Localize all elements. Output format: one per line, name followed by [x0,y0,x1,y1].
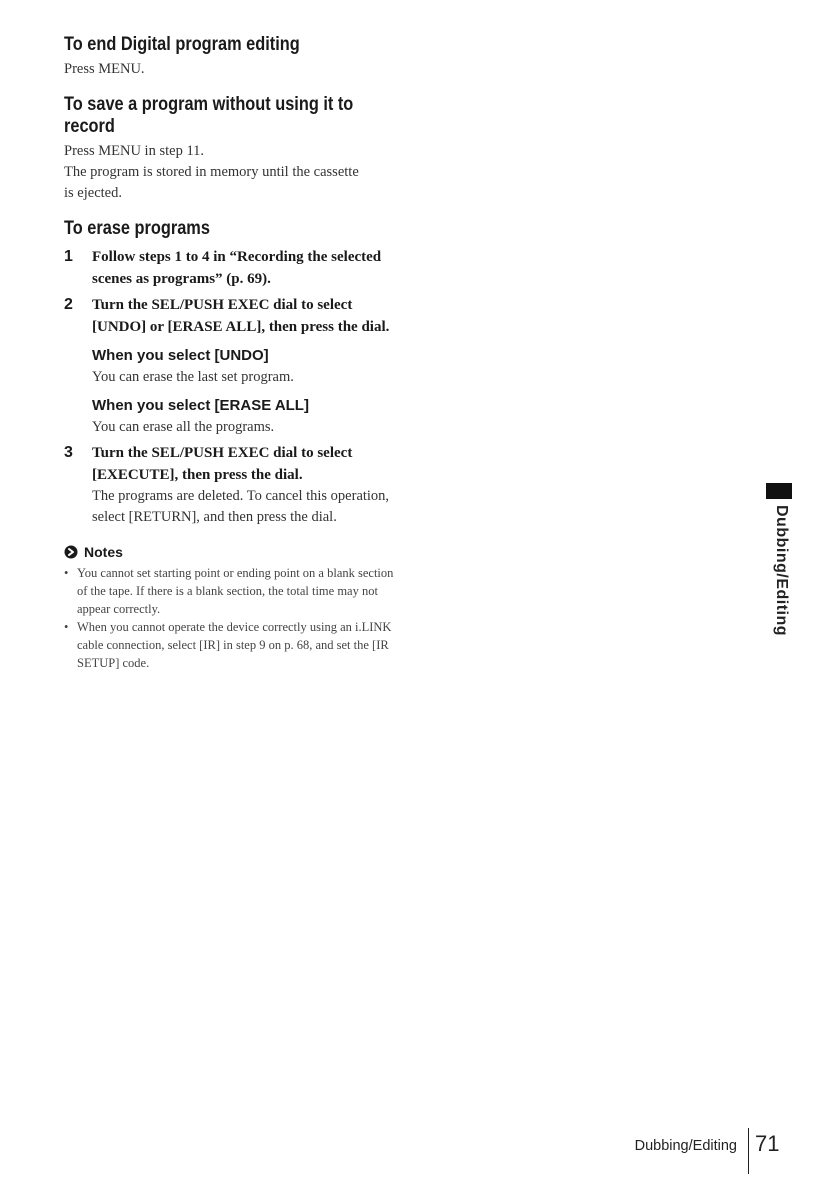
heading-erase-programs: To erase programs [64,218,210,239]
bullet-icon: • [64,566,69,580]
step-title: Turn the SEL/PUSH EXEC dial to select [EXECUTE], then press the dial. [92,445,353,483]
text-save-program: Press MENU in step 11. [64,143,205,159]
text-erase-all: You can erase all the programs. [92,419,275,435]
section-save-program [64,94,404,204]
subheading-erase-all: When you select [ERASE ALL] [92,397,309,414]
page-number: 71 [755,1131,780,1156]
step-title: Follow steps 1 to 4 in “Recording the selected scenes as programs” (p. 69). [92,249,382,287]
step-2 [64,294,404,438]
notes-heading-row [64,542,404,562]
note-item [64,564,402,618]
footer-section-title: Dubbing/Editing [634,1138,737,1154]
step-number: 1 [64,248,73,265]
text-execute: The programs are deleted. To cancel this operation, select [RETURN], and then press the dial. [92,488,390,525]
step-number: 3 [64,444,73,461]
notes-block [64,542,404,672]
footer-divider [748,1128,749,1174]
note-item [64,618,402,672]
side-tab-label: Dubbing/Editing [773,505,790,637]
section-erase-programs [64,218,404,528]
subheading-undo: When you select [UNDO] [92,347,269,364]
notes-list [64,564,404,672]
heading-end-editing: To end Digital program editing [64,34,300,55]
text-undo: You can erase the last set program. [92,369,294,385]
section-end-editing [64,34,404,80]
step-number: 2 [64,296,73,313]
step-title: Turn the SEL/PUSH EXEC dial to select [UNDO] or [ERASE ALL], then press the dial. [92,297,390,335]
text-save-program-detail: The program is stored in memory until the cassette is ejected. [64,164,359,201]
content-column [64,34,404,672]
heading-save-program: To save a program without using it to record [64,94,354,137]
note-text: When you cannot operate the device correctly using an i.LINK cable connection, select [IR] in step 9 on p. 68, and set the [IR SETUP] code. [77,620,392,670]
notes-heading: Notes [84,544,123,560]
text-end-editing: Press MENU. [64,61,145,77]
side-tab-marker [766,483,792,499]
notes-icon [64,545,78,559]
note-text: You cannot set starting point or ending point on a blank section of the tape. If there is a blank section, the total time may not appear correctly. [77,566,394,616]
step-1 [64,246,404,290]
bullet-icon: • [64,620,69,634]
step-3 [64,442,404,528]
